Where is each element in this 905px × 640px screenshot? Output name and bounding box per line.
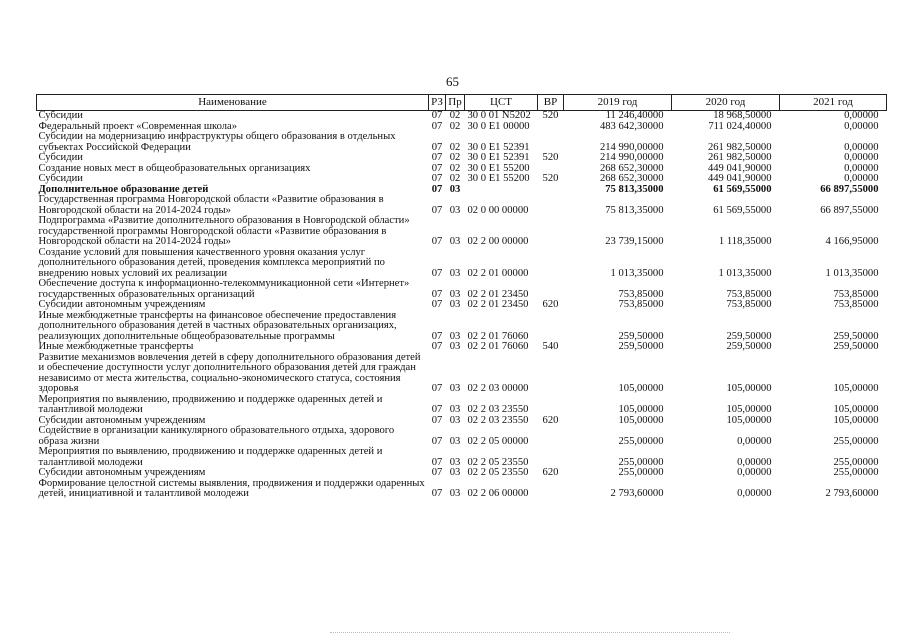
table-header	[37, 95, 887, 111]
cell-y2019: 255,00000	[618, 467, 664, 478]
cell-rz: 07	[431, 267, 443, 279]
cell-cst: 02 2 05 00000	[467, 435, 529, 447]
cell-y2021: 259,50000	[833, 330, 879, 342]
cell-name: Обеспечение доступа к информационно-телекоммуникационной сети «Интернет» государственных образовательных организаций	[38, 278, 410, 300]
cell-y2020: 261 982,50000	[707, 141, 772, 153]
cell-cst: 02 2 01 23450	[467, 299, 529, 310]
cell-name: Субсидии	[38, 110, 83, 121]
cell-name: Субсидии автономным учреждениям	[38, 299, 206, 310]
cell-cst: 02 2 03 23550	[467, 414, 529, 426]
cell-name: Мероприятия по выявлению, продвижению и поддержке одаренных детей и талантливой молодежи	[38, 446, 383, 468]
cell-y2020: 711 024,40000	[708, 120, 772, 132]
cell-name: Дополнительное образование детей	[38, 183, 209, 195]
cell-y2021: 0,00000	[844, 120, 879, 132]
table-row	[37, 447, 887, 468]
cell-y2019: 483 642,30000	[599, 120, 664, 132]
cell-rz: 07	[431, 236, 443, 247]
cell-y2019: 2 793,60000	[610, 488, 664, 499]
cell-vr: 620	[542, 467, 559, 478]
cell-cst: 02 2 05 23550	[467, 467, 529, 478]
cell-y2019: 214 990,00000	[599, 141, 664, 153]
cell-y2021: 105,00000	[833, 383, 879, 394]
cell-rz: 07	[431, 288, 443, 300]
cell-y2020: 1 118,35000	[718, 236, 772, 247]
table-row	[37, 342, 887, 353]
table-row	[37, 479, 887, 500]
cell-rz: 07	[431, 414, 443, 426]
cell-vr	[538, 426, 564, 447]
page-number: 65	[446, 74, 459, 89]
header-2021: 2021 год	[780, 95, 887, 111]
cell-pr: 03	[449, 404, 461, 415]
cell-rz: 07	[431, 110, 443, 121]
cell-y2019: 1 013,35000	[610, 267, 664, 279]
cell-y2021: 105,00000	[833, 404, 879, 415]
cell-y2019: 105,00000	[618, 414, 664, 426]
cell-name: Содействие в организации каникулярного образовательного отдыха, здорового образа жизни	[38, 425, 395, 447]
cell-cst: 30 0 E1 55200	[467, 162, 530, 174]
cell-name: Субсидии	[38, 152, 83, 163]
cell-name: Иные межбюджетные трансферты на финансовое обеспечение предоставления дополнительного образования детей в частных образовательных организациях, реализующих дополнительные общеобразовательные программы	[38, 309, 397, 342]
cell-cst: 02 2 00 00000	[467, 236, 529, 247]
cell-vr	[538, 248, 564, 280]
header-name: Наименование	[37, 95, 429, 111]
cell-cst: 02 2 03 23550	[467, 404, 529, 415]
cell-y2021: 0,00000	[844, 162, 879, 174]
cell-name: Субсидии	[38, 173, 83, 184]
cell-vr: 520	[542, 110, 559, 121]
cell-vr	[538, 311, 564, 343]
cell-cst: 02 2 06 00000	[467, 488, 529, 499]
cell-y2021: 0,00000	[844, 173, 879, 184]
header-rz: РЗ	[429, 95, 446, 111]
cell-y2019: 75 813,35000	[605, 204, 664, 216]
header-2020: 2020 год	[672, 95, 780, 111]
cell-y2019: 753,85000	[618, 299, 664, 310]
cell-y2020: 1 013,35000	[718, 267, 772, 279]
cell-y2019: 259,50000	[618, 330, 664, 342]
cell-rz: 07	[431, 299, 443, 310]
cell-name: Государственная программа Новгородской области «Развитие образования в Новгородской области на 2014-2024 годы»	[38, 194, 384, 216]
table-row	[37, 300, 887, 311]
cell-y2019: 753,85000	[618, 288, 664, 300]
cell-y2019: 75 813,35000	[605, 183, 664, 195]
cell-y2020: 61 569,55000	[713, 204, 772, 216]
cell-name: Субсидии автономным учреждениям	[38, 414, 206, 426]
table-row	[37, 311, 887, 343]
cell-vr: 520	[542, 173, 559, 184]
cell-vr: 520	[542, 152, 559, 163]
cell-y2021: 2 793,60000	[825, 488, 879, 499]
cell-vr: 620	[542, 299, 559, 310]
cell-y2021: 66 897,55000	[820, 204, 879, 216]
cell-y2019: 105,00000	[618, 383, 664, 394]
cell-vr	[538, 479, 564, 500]
header-vr: ВР	[538, 95, 564, 111]
cell-y2021: 105,00000	[833, 414, 879, 426]
cell-pr: 03	[449, 383, 461, 394]
cell-cst	[465, 185, 538, 196]
cell-y2019: 11 246,40000	[605, 110, 664, 121]
table-row	[37, 426, 887, 447]
cell-vr	[538, 447, 564, 468]
cell-pr: 03	[449, 236, 461, 247]
cell-cst: 02 2 01 00000	[467, 267, 529, 279]
cell-y2019: 268 652,30000	[599, 162, 664, 174]
cell-y2020: 259,50000	[726, 330, 772, 342]
header-2019: 2019 год	[564, 95, 672, 111]
cell-pr: 03	[449, 183, 461, 195]
cell-y2021: 66 897,55000	[820, 183, 879, 195]
table-row	[37, 248, 887, 280]
cell-pr: 02	[449, 141, 461, 153]
cell-pr: 02	[449, 152, 461, 163]
header-pr: Пр	[446, 95, 465, 111]
cell-pr: 03	[449, 341, 461, 352]
cell-y2021: 255,00000	[833, 435, 879, 447]
cell-name: Субсидии автономным учреждениям	[38, 467, 206, 478]
table-row	[37, 153, 887, 164]
cell-y2021: 255,00000	[833, 467, 879, 478]
cell-rz: 07	[431, 183, 443, 195]
cell-pr: 02	[449, 173, 461, 184]
cell-y2021: 1 013,35000	[825, 267, 879, 279]
cell-vr	[538, 395, 564, 416]
header-cst: ЦСТ	[465, 95, 538, 111]
table-row	[37, 111, 887, 122]
table-row	[37, 279, 887, 300]
cell-rz: 07	[431, 488, 443, 499]
cell-y2021: 0,00000	[844, 152, 879, 163]
cell-y2021: 0,00000	[844, 141, 879, 153]
budget-table	[36, 94, 887, 500]
cell-rz: 07	[431, 435, 443, 447]
cell-rz: 07	[431, 330, 443, 342]
cell-pr: 02	[449, 162, 461, 174]
cell-y2020: 753,85000	[726, 299, 772, 310]
cell-y2021: 0,00000	[844, 110, 879, 121]
cell-rz: 07	[431, 173, 443, 184]
cell-cst: 02 2 01 76060	[467, 341, 529, 352]
cell-y2021: 259,50000	[833, 341, 879, 352]
cell-cst: 30 0 E1 52391	[467, 141, 530, 153]
cell-vr	[538, 353, 564, 395]
cell-vr: 540	[542, 341, 559, 352]
cell-vr	[538, 279, 564, 300]
cell-name: Мероприятия по выявлению, продвижению и поддержке одаренных детей и талантливой молодежи	[38, 393, 383, 415]
cell-cst: 30 0 E1 00000	[467, 120, 530, 132]
cell-cst: 30 0 E1 55200	[467, 173, 530, 184]
cell-rz: 07	[431, 120, 443, 132]
cell-pr: 03	[449, 488, 461, 499]
cell-y2020: 0,00000	[737, 488, 772, 499]
cell-y2020: 61 569,55000	[713, 183, 772, 195]
table-row	[37, 353, 887, 395]
cell-name: Формирование целостной системы выявления, продвижения и поддержки одаренных детей, инициативной и талантливой молодежи	[38, 477, 425, 499]
cell-cst: 02 0 00 00000	[467, 204, 529, 216]
cell-cst: 02 2 01 76060	[467, 330, 529, 342]
cell-pr: 03	[449, 288, 461, 300]
cell-y2019: 259,50000	[618, 341, 664, 352]
cell-rz: 07	[431, 383, 443, 394]
table-row	[37, 216, 887, 248]
cell-vr	[538, 122, 564, 133]
cell-y2021: 753,85000	[833, 288, 879, 300]
cell-rz: 07	[431, 456, 443, 468]
cell-vr	[538, 185, 564, 196]
cell-name: Иные межбюджетные трансферты	[38, 341, 194, 352]
cell-rz: 07	[431, 204, 443, 216]
table-row	[37, 174, 887, 185]
cell-y2021: 753,85000	[833, 299, 879, 310]
scan-artifact	[330, 632, 730, 635]
table-body	[37, 111, 887, 500]
cell-pr: 03	[449, 330, 461, 342]
cell-name: Подпрограмма «Развитие дополнительного образования в Новгородской области» государственной программы Новгородской области «Развитие образования в Новгородской области на 2014-2024 годы»	[38, 215, 410, 247]
cell-vr	[538, 132, 564, 153]
cell-y2019: 255,00000	[618, 456, 664, 468]
cell-y2020: 449 041,90000	[707, 162, 772, 174]
cell-pr: 03	[449, 299, 461, 310]
cell-y2019: 105,00000	[618, 404, 664, 415]
cell-y2020: 0,00000	[737, 435, 772, 447]
cell-name: Развитие механизмов вовлечения детей в сферу дополнительного образования детей и обеспечение доступности услуг дополнительного образования детей для граждан независимо от места жительства, социально-экономического статуса, состояния здоровья	[38, 351, 421, 394]
cell-vr	[538, 216, 564, 248]
cell-name: Субсидии на модернизацию инфраструктуры общего образования в отдельных субъектах Российской Федерации	[38, 131, 396, 153]
cell-y2020: 105,00000	[726, 404, 772, 415]
cell-y2020: 261 982,50000	[707, 152, 772, 163]
cell-y2021: 255,00000	[833, 456, 879, 468]
cell-cst: 30 0 E1 52391	[467, 152, 530, 163]
cell-y2020: 753,85000	[726, 288, 772, 300]
cell-y2020: 259,50000	[726, 341, 772, 352]
cell-y2019: 23 739,15000	[605, 236, 664, 247]
table-row	[37, 132, 887, 153]
cell-vr: 620	[542, 414, 559, 426]
cell-name: Создание новых мест в общеобразовательных организациях	[38, 162, 311, 174]
table-row	[37, 395, 887, 416]
cell-pr: 03	[449, 204, 461, 216]
cell-name: Создание условий для повышения качественного уровня оказания услуг дополнительного образования детей, проведения комплекса мероприятий по внедрению новых условий их реализации	[38, 246, 385, 279]
cell-rz: 07	[431, 162, 443, 174]
cell-pr: 03	[449, 435, 461, 447]
cell-y2021: 4 166,95000	[825, 236, 879, 247]
cell-rz: 07	[431, 467, 443, 478]
cell-y2020: 0,00000	[737, 467, 772, 478]
cell-y2019: 255,00000	[618, 435, 664, 447]
cell-name: Федеральный проект «Современная школа»	[38, 120, 238, 132]
cell-y2019: 214 990,00000	[599, 152, 664, 163]
cell-pr: 03	[449, 467, 461, 478]
cell-pr: 03	[449, 456, 461, 468]
cell-y2020: 18 968,50000	[713, 110, 772, 121]
cell-y2019: 268 652,30000	[599, 173, 664, 184]
cell-rz: 07	[431, 404, 443, 415]
cell-y2020: 105,00000	[726, 414, 772, 426]
cell-cst: 02 2 05 23550	[467, 456, 529, 468]
cell-y2020: 0,00000	[737, 456, 772, 468]
cell-rz: 07	[431, 341, 443, 352]
cell-cst: 02 2 03 00000	[467, 383, 529, 394]
table-row	[37, 195, 887, 216]
cell-pr: 02	[449, 110, 461, 121]
cell-y2020: 449 041,90000	[707, 173, 772, 184]
cell-pr: 03	[449, 414, 461, 426]
cell-cst: 02 2 01 23450	[467, 288, 529, 300]
cell-cst: 30 0 01 N5202	[467, 110, 531, 121]
cell-pr: 02	[449, 120, 461, 132]
cell-vr	[538, 195, 564, 216]
cell-rz: 07	[431, 152, 443, 163]
cell-rz: 07	[431, 141, 443, 153]
table-row	[37, 468, 887, 479]
cell-pr: 03	[449, 267, 461, 279]
cell-y2020: 105,00000	[726, 383, 772, 394]
